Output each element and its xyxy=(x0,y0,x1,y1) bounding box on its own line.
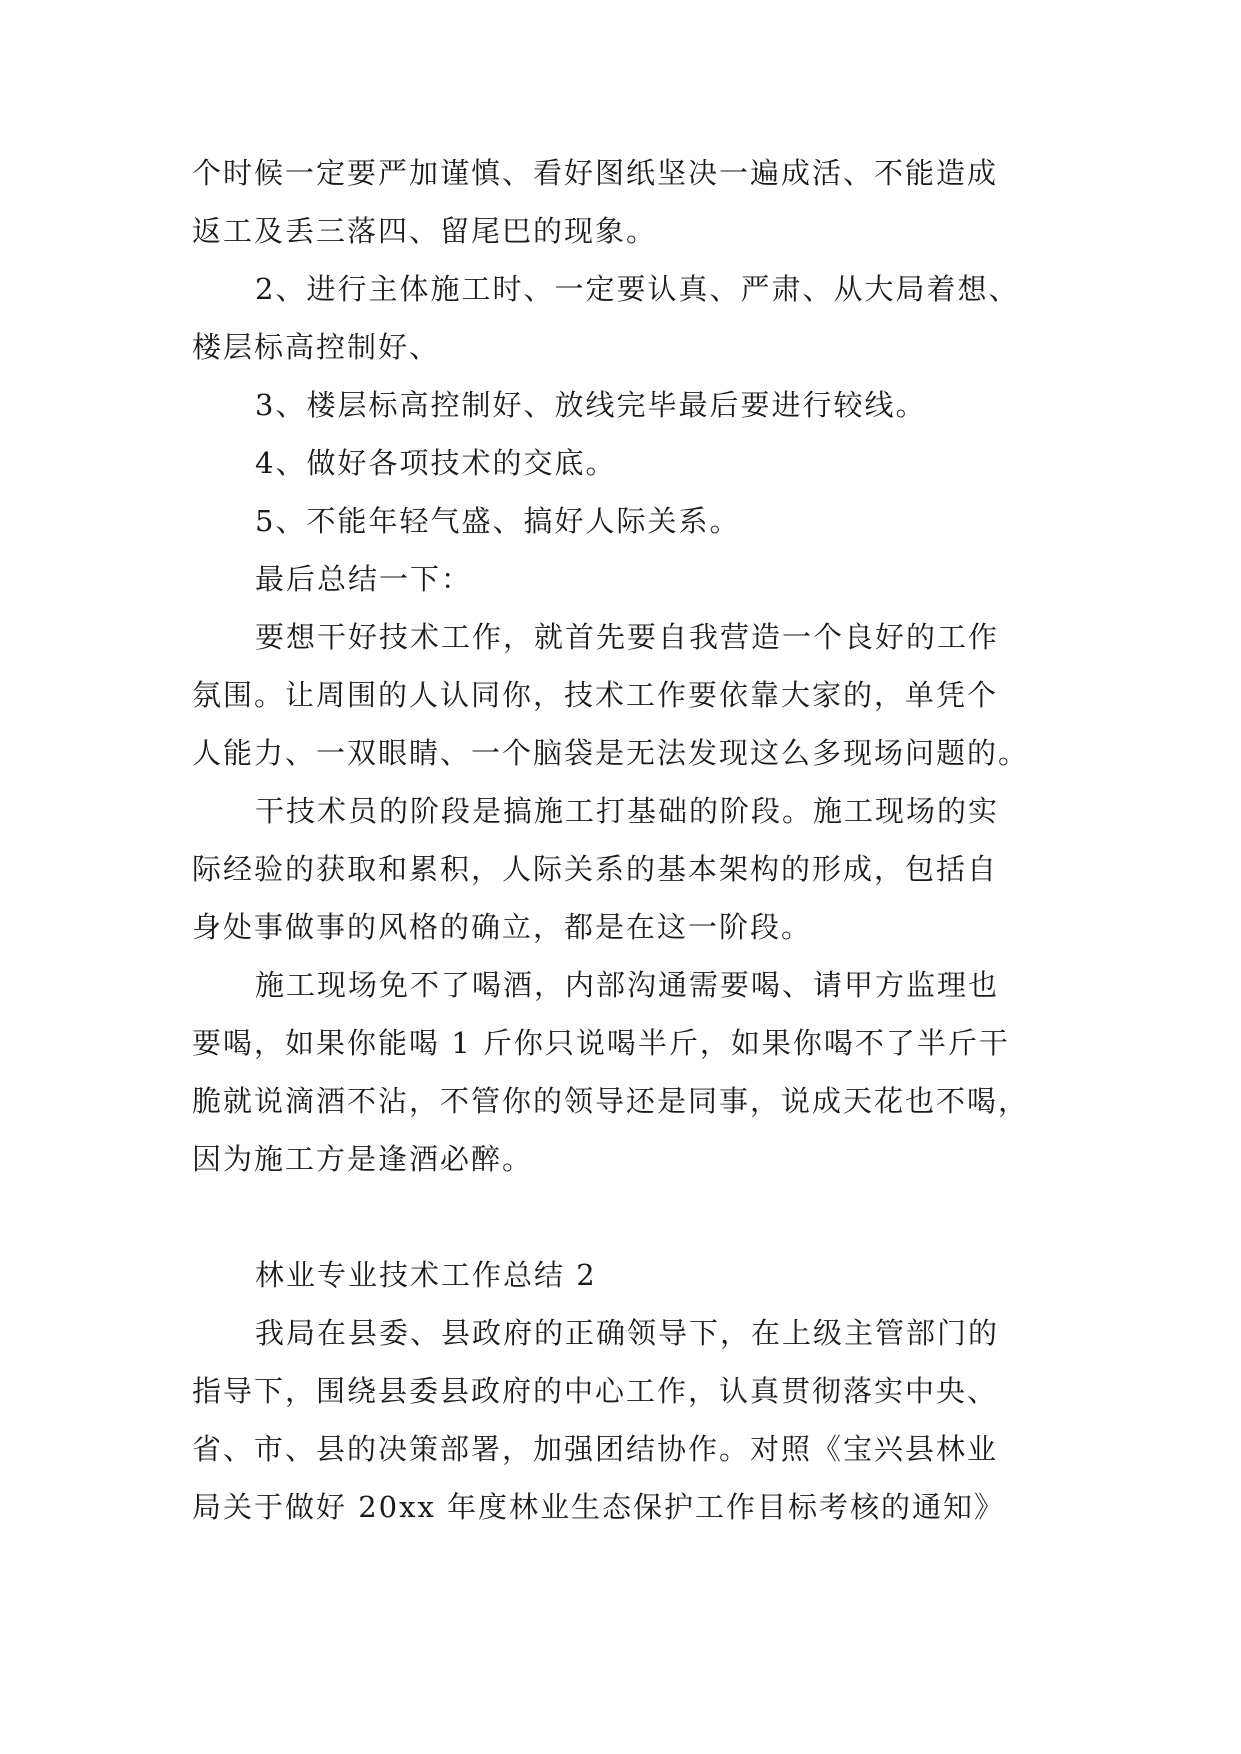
text-line: 3、楼层标高控制好、放线完毕最后要进行较线。 xyxy=(255,388,927,422)
text-line: 个时候一定要严加谨慎、看好图纸坚决一遍成活、不能造成 xyxy=(192,156,999,190)
text-line: 局关于做好 20xx 年度林业生态保护工作目标考核的通知》 xyxy=(192,1490,1006,1524)
text-line: 要想干好技术工作，就首先要自我营造一个良好的工作 xyxy=(255,620,1000,654)
section-heading: 林业专业技术工作总结 2 xyxy=(255,1258,597,1292)
text-line: 我局在县委、县政府的正确领导下，在上级主管部门的 xyxy=(255,1316,1000,1350)
text-line: 5、不能年轻气盛、搞好人际关系。 xyxy=(255,504,741,538)
text-line: 4、做好各项技术的交底。 xyxy=(255,446,617,480)
text-line: 施工现场免不了喝酒，内部沟通需要喝、请甲方监理也 xyxy=(255,968,1000,1002)
text-line: 2、进行主体施工时、一定要认真、严肃、从大局着想、 xyxy=(255,272,1020,306)
text-line: 因为施工方是逢酒必醉。 xyxy=(192,1142,534,1176)
text-line: 人能力、一双眼睛、一个脑袋是无法发现这么多现场问题的。 xyxy=(192,736,1030,770)
text-line: 脆就说滴酒不沾，不管你的领导还是同事，说成天花也不喝， xyxy=(192,1084,1030,1118)
text-line: 干技术员的阶段是搞施工打基础的阶段。施工现场的实 xyxy=(255,794,1000,828)
text-line: 省、市、县的决策部署，加强团结协作。对照《宝兴县林业 xyxy=(192,1432,999,1466)
text-line: 氛围。让周围的人认同你，技术工作要依靠大家的，单凭个 xyxy=(192,678,999,712)
text-line: 际经验的获取和累积，人际关系的基本架构的形成，包括自 xyxy=(192,852,999,886)
text-line: 返工及丢三落四、留尾巴的现象。 xyxy=(192,214,658,248)
text-line: 身处事做事的风格的确立，都是在这一阶段。 xyxy=(192,910,813,944)
text-line: 楼层标高控制好、 xyxy=(192,330,441,364)
text-line: 最后总结一下： xyxy=(255,562,473,596)
text-line: 指导下，围绕县委县政府的中心工作，认真贯彻落实中央、 xyxy=(192,1374,999,1408)
text-line: 要喝，如果你能喝 1 斤你只说喝半斤，如果你喝不了半斤干 xyxy=(192,1026,1010,1060)
